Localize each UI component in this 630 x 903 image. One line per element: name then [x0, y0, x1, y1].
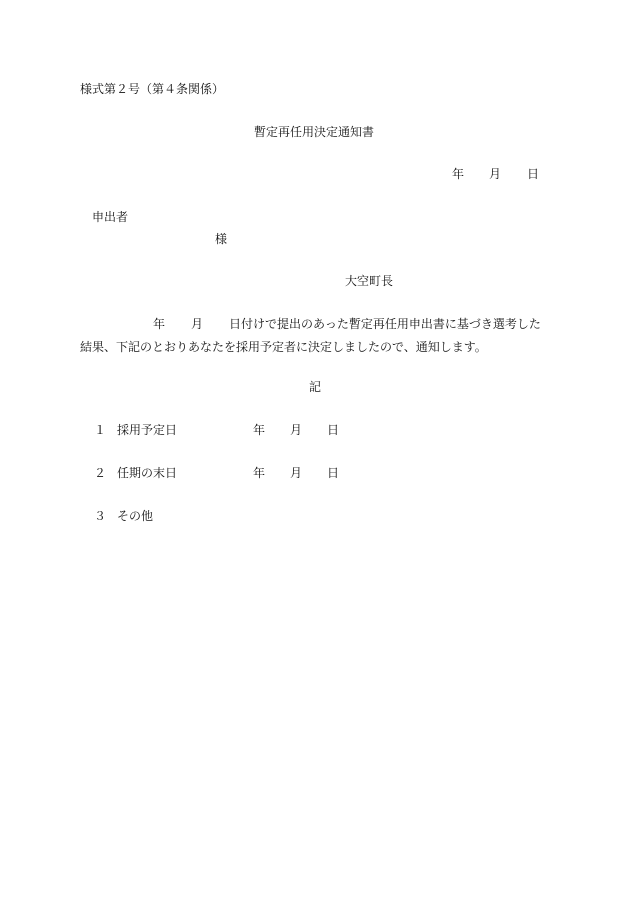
date-month-label: 月 — [489, 167, 502, 181]
ki-heading: 記 — [309, 380, 322, 394]
item-label: その他 — [117, 509, 154, 523]
item-label: 採用予定日 — [117, 423, 178, 437]
item-month-label: 月 — [290, 466, 303, 480]
body-line-2: 結果、下記のとおりあなたを採用予定者に決定しましたので、通知します。 — [80, 340, 487, 354]
item-year-label: 年 — [253, 466, 266, 480]
item-day-label: 日 — [327, 423, 340, 437]
item-day-label: 日 — [327, 466, 340, 480]
item-year-label: 年 — [253, 423, 266, 437]
date-day-label: 日 — [527, 167, 540, 181]
item-number: ２ — [94, 466, 107, 480]
item-label: 任期の末日 — [117, 466, 178, 480]
applicant-label: 申出者 — [92, 210, 129, 224]
date-year-label: 年 — [452, 167, 465, 181]
item-month-label: 月 — [290, 423, 303, 437]
item-number: ３ — [94, 509, 107, 523]
honorific: 様 — [215, 232, 228, 246]
issuer-name: 大空町長 — [345, 274, 394, 288]
body-line-1: 日付けで提出のあった暫定再任用申出書に基づき選考した — [229, 317, 541, 331]
document-title: 暫定再任用決定通知書 — [254, 125, 375, 139]
body-year-label: 年 — [153, 317, 166, 331]
body-month-label: 月 — [191, 317, 204, 331]
item-number: １ — [94, 423, 107, 437]
form-number: 様式第２号（第４条関係） — [80, 82, 225, 96]
